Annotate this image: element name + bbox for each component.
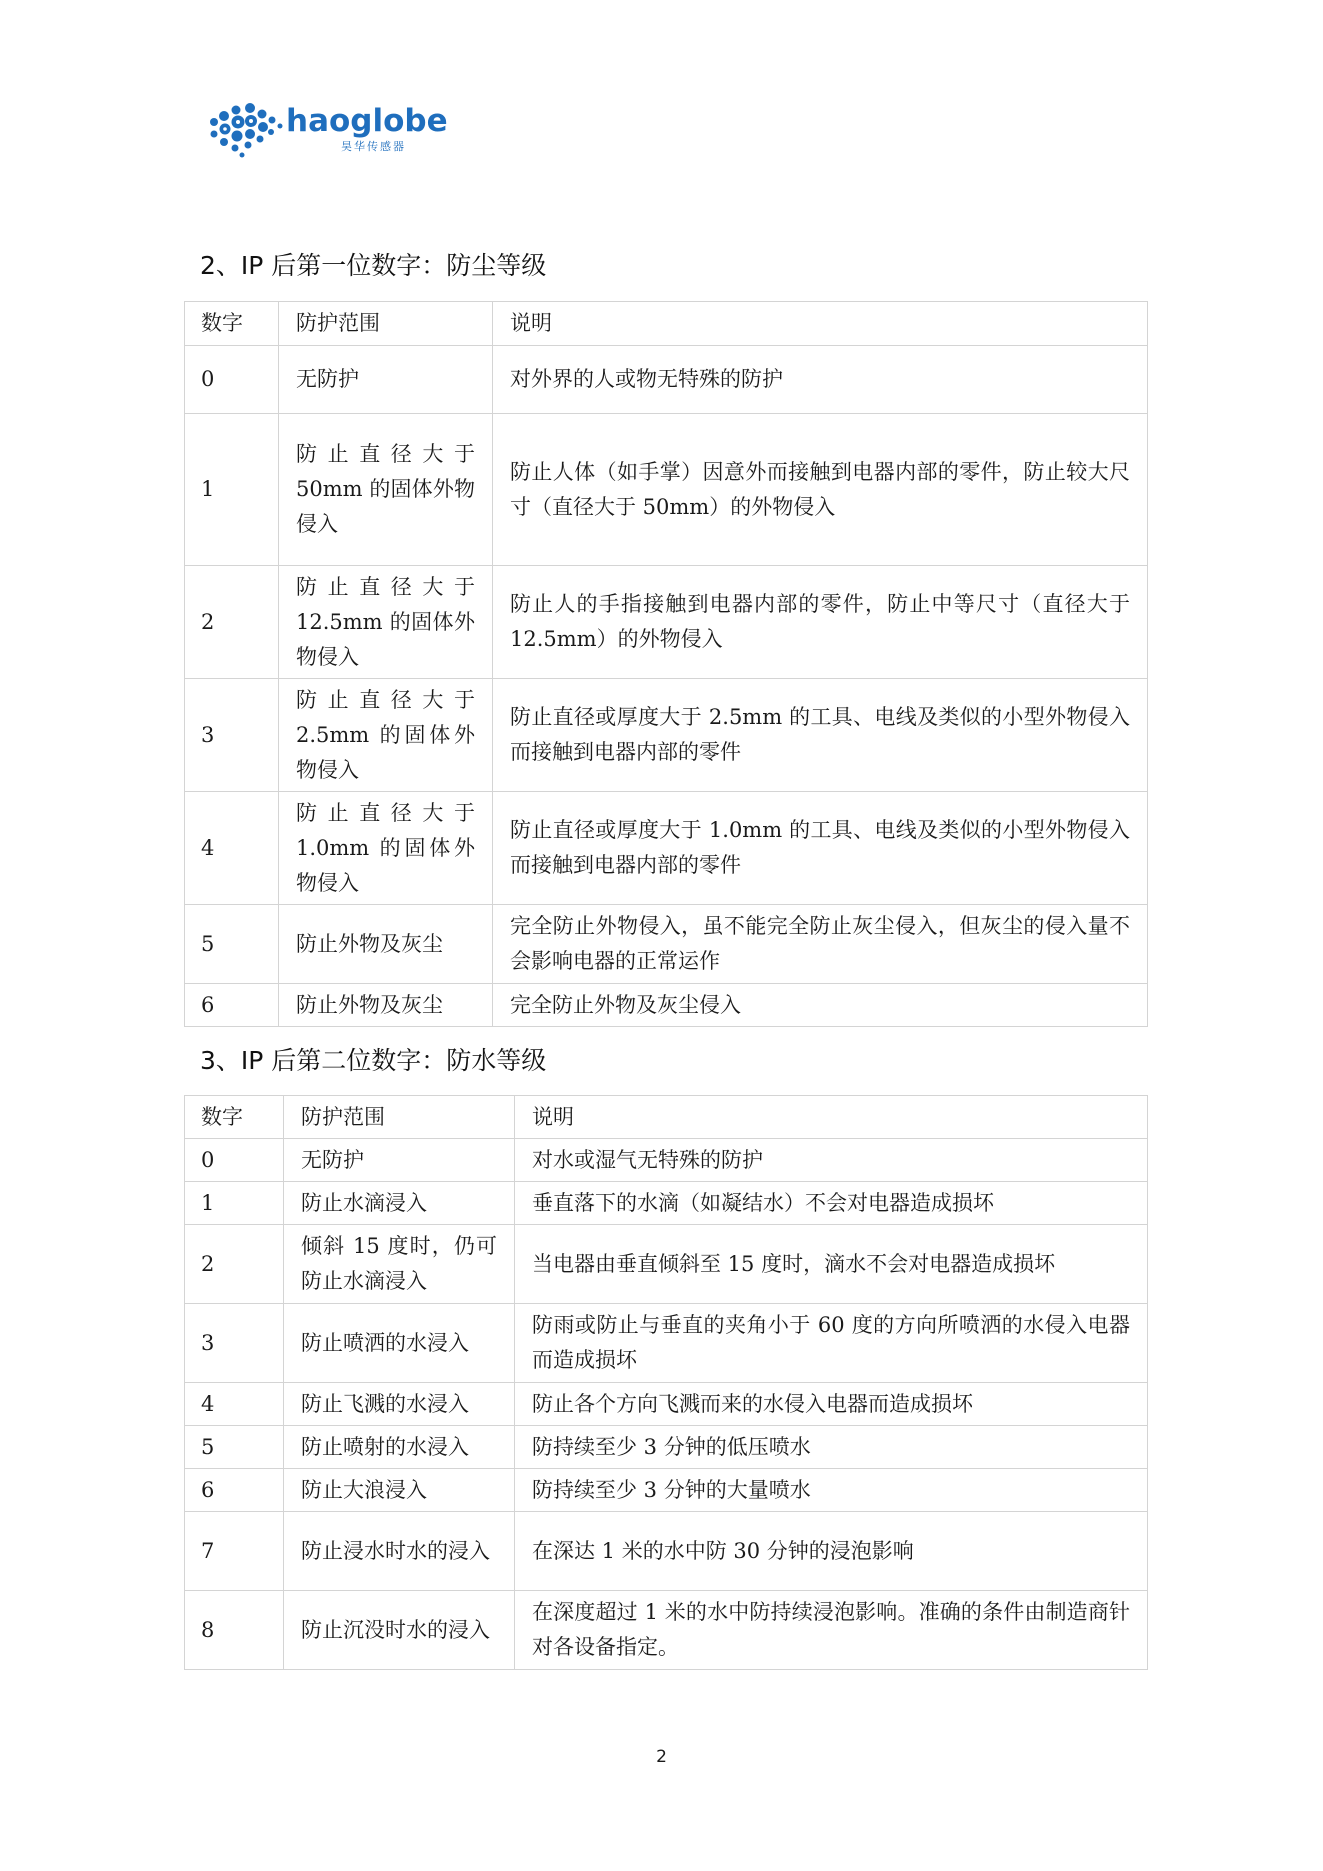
table-row [185, 984, 1148, 1027]
desc-cell: 完全防止外物侵入，虽不能完全防止灰尘侵入，但灰尘的侵入量不会影响电器的正常运作 [493, 905, 1148, 984]
logo-subtitle: 昊华传感器 [341, 140, 406, 153]
desc-cell: 防持续至少 3 分钟的低压喷水 [515, 1426, 1148, 1469]
logo-dots-icon [206, 100, 288, 160]
digit-cell: 2 [185, 1225, 284, 1304]
range-cell: 防止直径大于1.0mm 的固体外物侵入 [279, 792, 493, 905]
table-header-row [185, 302, 1148, 346]
desc-cell: 防止直径或厚度大于 1.0mm 的工具、电线及类似的小型外物侵入而接触到电器内部的零件 [493, 792, 1148, 905]
table-row [185, 1512, 1148, 1591]
desc-cell: 防持续至少 3 分钟的大量喷水 [515, 1469, 1148, 1512]
range-cell: 无防护 [279, 346, 493, 414]
desc-cell: 防止人体（如手掌）因意外而接触到电器内部的零件，防止较大尺寸（直径大于 50mm）的外物侵入 [493, 414, 1148, 566]
desc-cell: 防止人的手指接触到电器内部的零件，防止中等尺寸（直径大于 12.5mm）的外物侵入 [493, 566, 1148, 679]
table-row [185, 1469, 1148, 1512]
table-row [185, 792, 1148, 905]
header-cell: 说明 [493, 302, 1148, 346]
company-logo [206, 100, 448, 160]
table-row [185, 905, 1148, 984]
digit-cell: 6 [185, 984, 279, 1027]
desc-cell: 在深度超过 1 米的水中防持续浸泡影响。准确的条件由制造商针对各设备指定。 [515, 1591, 1148, 1670]
digit-cell: 1 [185, 1182, 284, 1225]
desc-cell: 当电器由垂直倾斜至 15 度时，滴水不会对电器造成损坏 [515, 1225, 1148, 1304]
digit-cell: 2 [185, 566, 279, 679]
desc-cell: 防止直径或厚度大于 2.5mm 的工具、电线及类似的小型外物侵入而接触到电器内部的零件 [493, 679, 1148, 792]
table-header-row [185, 1096, 1148, 1139]
range-cell: 防止喷洒的水浸入 [284, 1304, 515, 1383]
desc-cell: 防雨或防止与垂直的夹角小于 60 度的方向所喷洒的水侵入电器而造成损坏 [515, 1304, 1148, 1383]
range-cell: 防止直径大于2.5mm 的固体外物侵入 [279, 679, 493, 792]
table-row [185, 1383, 1148, 1426]
digit-cell: 0 [185, 346, 279, 414]
desc-cell: 完全防止外物及灰尘侵入 [493, 984, 1148, 1027]
header-cell: 数字 [185, 302, 279, 346]
range-cell: 防止外物及灰尘 [279, 984, 493, 1027]
desc-cell: 垂直落下的水滴（如凝结水）不会对电器造成损坏 [515, 1182, 1148, 1225]
desc-cell: 防止各个方向飞溅而来的水侵入电器而造成损坏 [515, 1383, 1148, 1426]
digit-cell: 3 [185, 1304, 284, 1383]
logo-brand-text: haoglobe [286, 103, 448, 139]
header-cell: 防护范围 [284, 1096, 515, 1139]
digit-cell: 1 [185, 414, 279, 566]
dustproof-table [184, 301, 1148, 1027]
range-cell: 防止浸水时水的浸入 [284, 1512, 515, 1591]
range-cell: 防止直径大于12.5mm 的固体外物侵入 [279, 566, 493, 679]
waterproof-table [184, 1095, 1148, 1670]
section-heading-dustproof: 2、IP 后第一位数字：防尘等级 [200, 251, 547, 280]
header-cell: 防护范围 [279, 302, 493, 346]
digit-cell: 6 [185, 1469, 284, 1512]
page-number: 2 [656, 1747, 667, 1767]
range-cell: 无防护 [284, 1139, 515, 1182]
section-heading-waterproof: 3、IP 后第二位数字：防水等级 [200, 1046, 547, 1075]
range-cell: 防止直径大于50mm 的固体外物侵入 [279, 414, 493, 566]
desc-cell: 在深达 1 米的水中防 30 分钟的浸泡影响 [515, 1512, 1148, 1591]
digit-cell: 7 [185, 1512, 284, 1591]
digit-cell: 5 [185, 905, 279, 984]
digit-cell: 3 [185, 679, 279, 792]
table-row [185, 679, 1148, 792]
table-row [185, 1304, 1148, 1383]
table-row [185, 1225, 1148, 1304]
range-cell: 防止外物及灰尘 [279, 905, 493, 984]
table-row [185, 1139, 1148, 1182]
desc-cell: 对外界的人或物无特殊的防护 [493, 346, 1148, 414]
table-row [185, 1426, 1148, 1469]
digit-cell: 4 [185, 1383, 284, 1426]
digit-cell: 8 [185, 1591, 284, 1670]
range-cell: 防止喷射的水浸入 [284, 1426, 515, 1469]
table-row [185, 566, 1148, 679]
range-cell: 倾斜 15 度时，仍可防止水滴浸入 [284, 1225, 515, 1304]
table-row [185, 1182, 1148, 1225]
range-cell: 防止大浪浸入 [284, 1469, 515, 1512]
table-row [185, 1591, 1148, 1670]
header-cell: 数字 [185, 1096, 284, 1139]
table-row [185, 414, 1148, 566]
range-cell: 防止飞溅的水浸入 [284, 1383, 515, 1426]
digit-cell: 0 [185, 1139, 284, 1182]
digit-cell: 5 [185, 1426, 284, 1469]
range-cell: 防止沉没时水的浸入 [284, 1591, 515, 1670]
range-cell: 防止水滴浸入 [284, 1182, 515, 1225]
digit-cell: 4 [185, 792, 279, 905]
table-row [185, 346, 1148, 414]
desc-cell: 对水或湿气无特殊的防护 [515, 1139, 1148, 1182]
header-cell: 说明 [515, 1096, 1148, 1139]
